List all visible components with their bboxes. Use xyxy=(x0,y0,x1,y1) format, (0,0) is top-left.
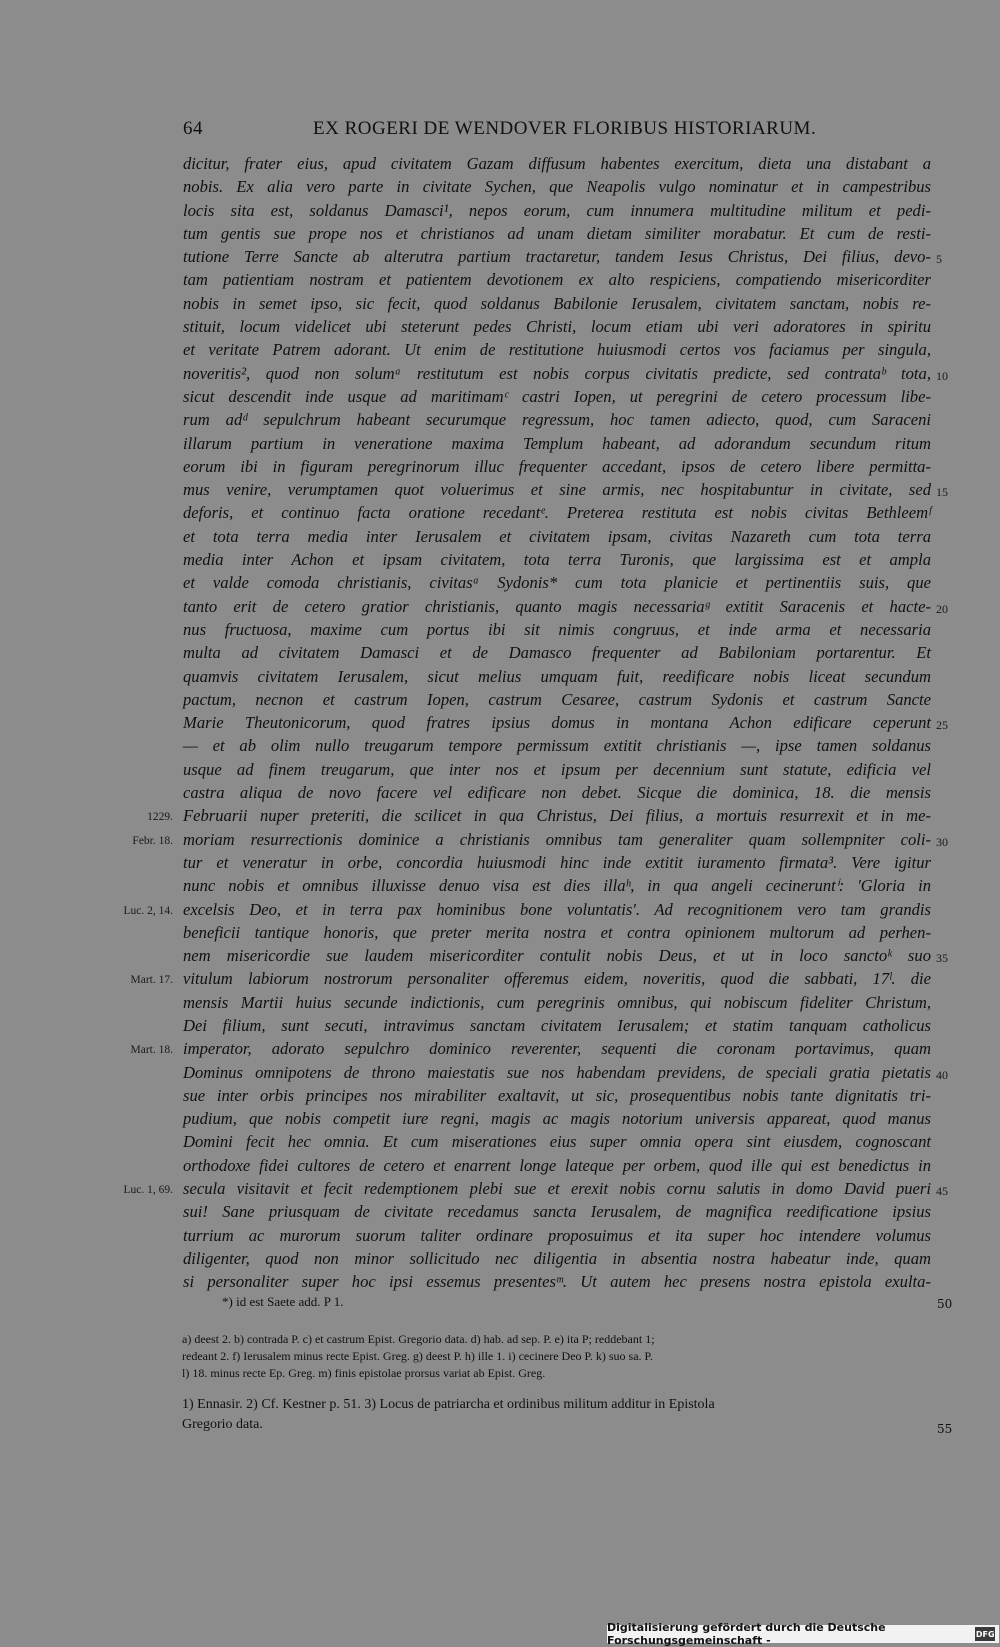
line-number-55: 55 xyxy=(937,1422,953,1436)
text-line-content: stituit, locum videlicet ubi steterunt pedes Christi, locum etiam ubi veri adoratores in spiritu xyxy=(183,317,931,337)
text-line xyxy=(183,455,931,478)
line-number: 45 xyxy=(936,1184,948,1199)
text-line-content: multa ad civitatem Damasci et de Damasco frequenter ad Babiloniam portarentur. Et xyxy=(183,643,931,663)
text-line xyxy=(183,385,931,408)
text-line xyxy=(183,245,942,268)
text-line-content: tanto erit de cetero gratior christianis, quanto magis necessariaᵍ extitit Saracenis et hacte- xyxy=(183,596,931,616)
text-line xyxy=(183,501,931,524)
text-line xyxy=(183,665,931,688)
text-line-content: eorum ibi in figuram peregrinorum illuc frequenter accedant, ipsos de cetero libere permitta- xyxy=(183,456,931,476)
text-line xyxy=(183,851,931,874)
text-line xyxy=(183,408,931,431)
critical-apparatus xyxy=(182,1331,934,1382)
text-line xyxy=(183,175,931,198)
line-number: 30 xyxy=(936,834,948,849)
text-line-content: et veritate Patrem adorant. Ut enim de restitutione huiusmodi certos vos faciamus per singula, xyxy=(183,340,931,360)
margin-note: Mart. 18. xyxy=(130,1044,173,1057)
text-line-content: imperator, adorato sepulchro dominico reverenter, sequenti die coronam portavimus, quam xyxy=(183,1039,931,1059)
text-line xyxy=(130,967,931,990)
text-line xyxy=(183,571,931,594)
text-line-content: — et ab olim nullo treugarum tempore permissum extitit christianis —, ipse tamen soldanus xyxy=(183,736,931,756)
text-line-content: castra aliqua de novo facere vel edificare non debet. Sicque die dominica, 18. die mensis xyxy=(183,783,931,803)
text-line xyxy=(183,991,931,1014)
text-line xyxy=(183,338,931,361)
text-line-content: excelsis Deo, et in terra pax hominibus bone voluntatis'. Ad recognitionem vero tam grandis xyxy=(183,899,931,919)
line-number: 40 xyxy=(936,1067,948,1082)
footnote-line: Gregorio data. xyxy=(182,1417,263,1432)
text-line-content: tum gentis sue prope nos et christianos ad unam dietam similiter morabatur. Et cum de resti- xyxy=(183,223,931,243)
text-line xyxy=(147,804,931,827)
text-line xyxy=(183,758,931,781)
text-line-content: pactum, necnon et castrum Iopen, castrum Cesaree, castrum Sydonis et castrum Sancte xyxy=(183,689,931,709)
text-line xyxy=(183,222,931,245)
text-line-content: tutione Terre Sancte ab alterutra partium tractaretur, tandem Iesus Christus, Dei filius, devo- xyxy=(183,247,931,267)
text-line-content: locis sita est, soldanus Damasci¹, nepos eorum, cum innumera multitudine militum et pedi- xyxy=(183,200,931,220)
text-line-content: deforis, et continuo facta oratione recedantᵉ. Preterea restituta est nobis civitas Bethleemᶠ xyxy=(183,503,931,523)
text-line xyxy=(123,898,931,921)
text-line-content: et tota terra media inter Ierusalem et civitatem ipsam, civitas Nazareth cum tota terra xyxy=(183,526,931,546)
line-number: 10 xyxy=(936,368,948,383)
text-line xyxy=(183,268,931,291)
text-line-content: Dei filium, sunt secuti, intravimus sanctam civitatem Ierusalem; et statim tanquam catholicus xyxy=(183,1015,931,1035)
text-line-content: orthodoxe fidei cultores de cetero et enarrent longe lateque per orbem, quod ille qui est benedictus in xyxy=(183,1155,931,1175)
text-line xyxy=(183,944,948,967)
text-line-content: vitulum labiorum nostrorum personaliter offeremus eidem, noveritis, quod die sabbati, 17ˡ. die xyxy=(183,969,931,989)
text-line-content: usque ad finem treugarum, que inter nos et ipsum per decennium sunt statute, edificia vel xyxy=(183,759,931,779)
text-line xyxy=(183,618,931,641)
text-line-content: nem misericordie sue laudem misericorditer contulit nobis Deus, et ut in loco sanctoᵏ suo xyxy=(183,946,931,966)
line-number: 35 xyxy=(936,951,948,966)
line-number: 20 xyxy=(936,601,948,616)
line-number: 15 xyxy=(936,485,948,500)
text-line xyxy=(183,1130,931,1153)
margin-note: 1229. xyxy=(147,811,173,824)
running-title: EX ROGERI DE WENDOVER FLORIBUS HISTORIARUM. xyxy=(313,118,817,139)
text-line xyxy=(183,525,931,548)
text-line-content: moriam resurrectionis dominice a christianis omnibus tam generaliter quam sollempniter coli- xyxy=(183,829,931,849)
text-line xyxy=(183,362,948,385)
text-line-content: media inter Achon et ipsam civitatem, tota terra Turonis, que largissima est et ampla xyxy=(183,550,931,570)
line-number: 25 xyxy=(936,718,948,733)
text-line-content: mensis Martii huius secunde indictionis, cum peregrinis omnibus, qui nobiscum fideliter Christum, xyxy=(183,992,931,1012)
text-line-content: dicitur, frater eius, apud civitatem Gazam diffusum habentes exercitum, dieta una distabant a xyxy=(183,154,931,173)
credit-text: Digitalisierung gefördert durch die Deutsche Forschungsgemeinschaft - xyxy=(607,1621,886,1647)
margin-note: Luc. 1, 69. xyxy=(123,1184,173,1197)
text-line-content: beneficii tantique honoris, que preter merita nostra et contra opinionem multorum ad perhen- xyxy=(183,922,931,942)
footnote-star: *) id est Saete add. P 1. xyxy=(222,1294,344,1309)
text-line-content: mus venire, verumptamen quot voluerimus et sine armis, nec hospitabuntur in civitate, sed xyxy=(183,480,931,500)
text-line xyxy=(183,1224,931,1247)
text-line-content: sui! Sane priusquam de civitate recedamus sancta Ierusalem, de magnifica reedificatione ipsius xyxy=(183,1202,931,1222)
text-line xyxy=(183,734,931,757)
text-line-content: noveritis², quod non solumᵃ restitutum est nobis corpus civitatis predicte, sed contrataᵇ tota, xyxy=(183,363,931,383)
text-line-content: nus fructuosa, maxime cum portus ibi sit nimis congruus, et inde arma et necessaria xyxy=(183,619,931,639)
footnote-line: 1) Ennasir. 2) Cf. Kestner p. 51. 3) Locus de patriarcha et ordinibus militum additur in Epistola xyxy=(182,1397,715,1412)
text-line xyxy=(183,548,931,571)
text-line xyxy=(183,688,931,711)
text-line xyxy=(183,921,931,944)
text-line xyxy=(183,152,931,175)
text-line-content: diligenter, quod non minor sollicitudo nec diligentia in absentia nostra habeatur inde, quam xyxy=(183,1248,931,1268)
margin-note: Mart. 17. xyxy=(130,974,173,987)
text-line-content: Domini fecit hec omnia. Et cum miserationes eius super omnia opera sint eiusdem, cognoscant xyxy=(183,1132,931,1152)
text-line-content: illarum partium in veneratione maxima Templum habeant, ad adorandum secundum ritum xyxy=(183,433,931,453)
text-line-content: Februarii nuper preteriti, die scilicet in qua Christus, Dei filius, a mortuis resurrexit et in me- xyxy=(183,806,931,826)
apparatus-line: redeant 2. f) Ierusalem minus recte Epist. Greg. g) deest P. h) ille 1. i) cecinere Deo P. k) suo sa. P. xyxy=(182,1349,653,1363)
apparatus-line: a) deest 2. b) contrada P. c) et castrum Epist. Gregorio data. d) hab. ad sep. P. e) ita P; reddebant 1; xyxy=(182,1332,655,1346)
main-text xyxy=(123,152,948,1294)
text-line-content: tam patientiam nostram et patientem devotionem ex alto respiciens, compatiendo misericorditer xyxy=(183,270,931,290)
dfg-logo-icon: DFG xyxy=(975,1627,995,1641)
text-line xyxy=(183,1014,931,1037)
text-line xyxy=(183,199,931,222)
text-line-content: sicut descendit inde usque ad maritimamᶜ castri Iopen, ut peregrini de cetero processum libe- xyxy=(183,386,931,406)
text-line xyxy=(183,1154,931,1177)
text-line xyxy=(183,1084,931,1107)
apparatus-line: l) 18. minus recte Ep. Greg. m) finis epistolae prorsus variat ab Epist. Greg. xyxy=(182,1366,546,1380)
text-line-content: Dominus omnipotens de throno maiestatis sue nos habendam previdens, de speciali gratia pietatis xyxy=(183,1062,931,1082)
text-line xyxy=(183,1200,931,1223)
text-line-content: nunc nobis et omnibus illuxisse denuo visa est dies illaʰ, in qua angeli cecineruntⁱ: 'Gloria in xyxy=(183,876,931,896)
text-line xyxy=(183,432,931,455)
text-line xyxy=(183,711,948,734)
text-line-content: si personaliter super hoc ipsi essemus presentesᵐ. Ut autem hec presens nostra epistola exulta- xyxy=(183,1272,931,1292)
page-header xyxy=(183,118,913,144)
text-line-content: et valde comoda christianis, civitasᵃ Sydonis* cum tota planicie et pertinentiis suis, que xyxy=(183,573,931,593)
text-line xyxy=(183,641,931,664)
text-line-content: turrium ac murorum suorum taliter ordinare proposuimus et ita super hoc intendere volumus xyxy=(183,1225,931,1245)
line-number-50: 50 xyxy=(937,1297,953,1311)
text-line xyxy=(183,1247,931,1270)
text-line xyxy=(183,595,948,618)
text-line-content: rum adᵈ sepulchrum habeant securumque regressum, hoc tamen adiecto, quod, cum Saraceni xyxy=(183,410,931,430)
text-line-content: sue inter orbis principes nos mirabiliter exaltavit, ut sic, prosequentibus nobis tante dignitatis tri- xyxy=(183,1085,931,1105)
text-line xyxy=(123,1177,948,1200)
text-line-content: nobis. Ex alia vero parte in civitate Sychen, que Neapolis vulgo nominatur et in campestribus xyxy=(183,177,931,197)
text-line xyxy=(183,1061,948,1084)
text-line xyxy=(183,781,931,804)
text-line-content: nobis in semet ipso, sic fecit, quod soldanus Babilonie Ierusalem, civitatem sanctam, nobis re- xyxy=(183,293,931,313)
text-line-content: secula visitavit et fecit redemptionem plebi sue et erexit nobis cornu salutis in domo David pueri xyxy=(183,1179,931,1199)
text-line-content: pudium, que nobis competit iure regni, magis ac magis notorium universis appareat, quod manus xyxy=(183,1109,931,1129)
text-line xyxy=(183,874,931,897)
text-line xyxy=(183,1270,931,1293)
text-line xyxy=(183,478,948,501)
text-line xyxy=(183,292,931,315)
digitization-credit xyxy=(607,1621,999,1647)
text-line-content: Marie Theutonicorum, quod fratres ipsius domus in montana Achon edificare ceperunt xyxy=(183,713,931,733)
text-line-content: quamvis civitatem Ierusalem, sicut melius umquam fuit, reedificare nobis liceat secundum xyxy=(183,666,931,686)
text-line xyxy=(132,828,948,851)
text-line xyxy=(183,1107,931,1130)
text-line xyxy=(130,1037,931,1060)
margin-note: Luc. 2, 14. xyxy=(123,904,173,917)
page-number: 64 xyxy=(183,118,203,139)
footnotes xyxy=(182,1395,934,1435)
text-line-content: tur et veneratur in orbe, concordia huiusmodi hinc inde extitit iuramento firmata³. Vere igitur xyxy=(183,852,931,872)
line-number: 5 xyxy=(936,252,942,267)
text-line xyxy=(183,315,931,338)
margin-note: Febr. 18. xyxy=(132,834,173,847)
